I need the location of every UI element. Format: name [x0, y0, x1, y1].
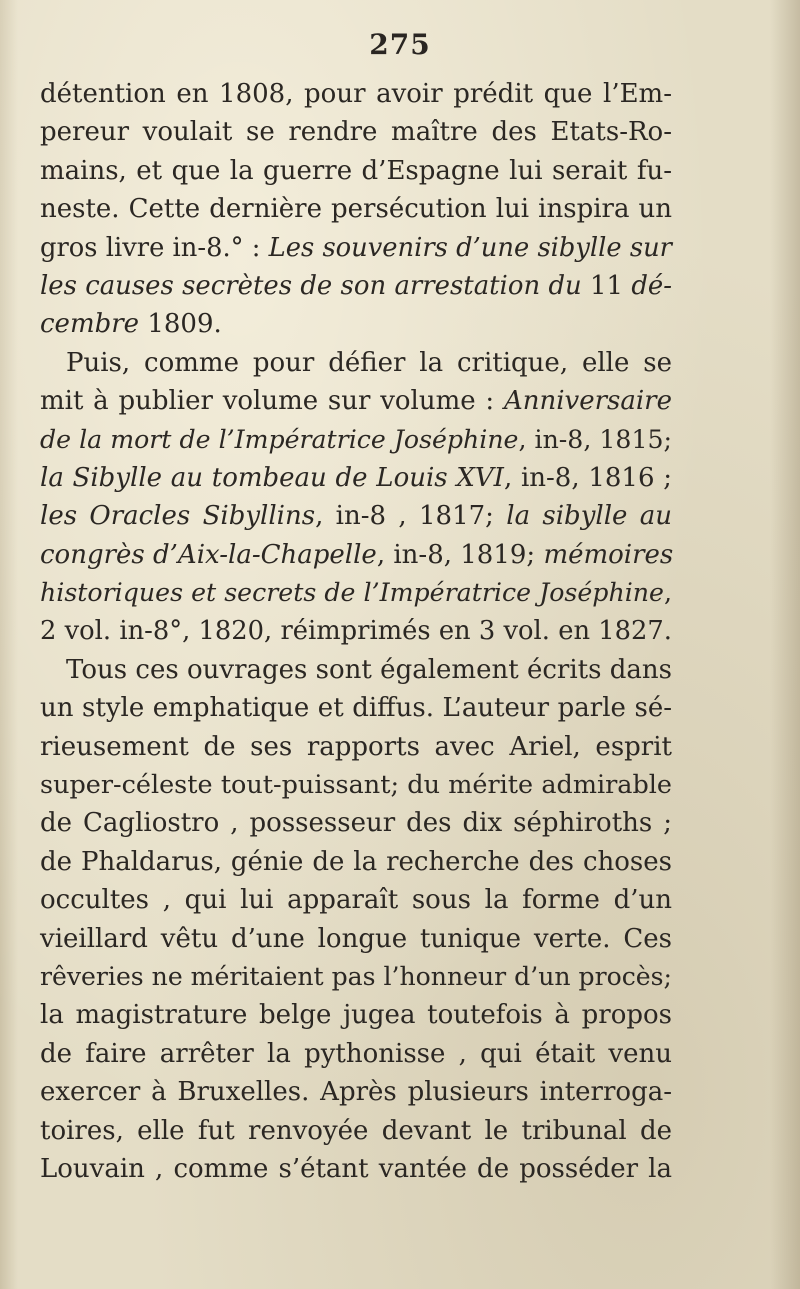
text-segment: occultes , qui lui apparaît sous la forme d’un	[40, 885, 672, 916]
text-segment: pereur voulait se rendre maître des Etats-Ro-	[40, 117, 672, 148]
text-segment: , in-8, 1819;	[376, 539, 544, 570]
text-segment: mit à publier volume sur volume :	[40, 386, 504, 417]
text-line	[40, 958, 672, 996]
text-segment: la magistrature belge jugea toutefois à propos	[40, 1000, 672, 1031]
text-segment: , in-8 , 1817;	[315, 501, 507, 532]
text-line	[40, 651, 672, 689]
text-line	[40, 75, 672, 113]
text-line	[40, 574, 672, 612]
body-text	[40, 75, 672, 1188]
text-segment: super-céleste tout-puissant; du mérite admirable	[40, 770, 672, 801]
text-line	[40, 996, 672, 1034]
text-segment: vieillard vêtu d’une longue tunique verte. Ces	[40, 923, 672, 954]
italic-text-segment: les Oracles Sibyllins	[40, 501, 316, 532]
text-segment: neste. Cette dernière persécution lui inspira un	[40, 194, 672, 225]
italic-text-segment: la Sibylle au tombeau de Louis XVI	[40, 462, 504, 493]
text-segment: toires, elle fut renvoyée devant le tribunal de	[40, 1115, 672, 1146]
text-line	[40, 843, 672, 881]
text-line	[40, 305, 672, 343]
text-segment: , in-8, 1816 ;	[503, 462, 673, 493]
text-segment: , in-8, 1815;	[518, 424, 672, 454]
text-line	[40, 920, 672, 958]
text-segment: 11	[590, 270, 632, 301]
italic-text-segment: les causes secrètes de son arrestation du	[40, 270, 591, 301]
text-segment: de Cagliostro , possesseur des dix séphiroths ;	[40, 808, 672, 839]
text-line	[40, 344, 672, 382]
text-line	[40, 1150, 672, 1188]
text-segment: rêveries ne méritaient pas l’honneur d’un procès;	[40, 961, 672, 991]
italic-text-segment: de la mort de l’Impératrice Joséphine	[40, 424, 519, 454]
text-line	[40, 1112, 672, 1150]
text-segment: un style emphatique et diffus. L’auteur parle sé-	[40, 693, 672, 724]
italic-text-segment: mémoires	[543, 539, 674, 570]
italic-text-segment: cembre	[40, 309, 148, 340]
text-line	[40, 497, 672, 535]
text-segment: rieusement de ses rapports avec Ariel, esprit	[40, 731, 672, 762]
text-line	[40, 766, 672, 804]
text-line	[40, 459, 672, 497]
text-line	[40, 113, 672, 151]
text-segment: 1809.	[147, 309, 222, 340]
italic-text-segment: historiques et secrets de l’Impératrice Joséphine	[40, 578, 664, 608]
italic-text-segment: Anniversaire	[503, 386, 672, 417]
text-segment: détention en 1808, pour avoir prédit que l’Em-	[40, 79, 672, 109]
text-line	[40, 1073, 672, 1111]
text-line	[40, 881, 672, 919]
italic-text-segment: congrès d’Aix-la-Chapelle	[40, 539, 377, 570]
text-segment: 2 vol. in-8°, 1820, réimprimés en 3 vol. en 1827.	[40, 616, 672, 647]
text-segment: de Phaldarus, génie de la recherche des choses	[40, 846, 672, 877]
text-segment: Puis, comme pour défier la critique, elle se	[66, 347, 672, 378]
text-segment: Louvain , comme s’étant vantée de posséder la	[40, 1153, 672, 1184]
text-line	[40, 421, 672, 459]
text-line	[40, 382, 672, 420]
text-line	[40, 728, 672, 766]
page-number: 275	[369, 28, 431, 61]
text-line	[40, 536, 672, 574]
text-segment: de faire arrêter la pythonisse , qui était venu	[40, 1038, 672, 1069]
text-line	[40, 267, 672, 305]
italic-text-segment: dé-	[631, 270, 673, 301]
text-line	[40, 612, 672, 650]
italic-text-segment: la sibylle au	[506, 501, 672, 532]
text-segment: gros livre in-8.° :	[40, 232, 269, 263]
text-line	[40, 689, 672, 727]
text-line	[40, 190, 672, 228]
text-segment: exercer à Bruxelles. Après plusieurs interroga-	[40, 1077, 672, 1108]
text-line	[40, 229, 672, 267]
text-line	[40, 1035, 672, 1073]
text-segment: Tous ces ouvrages sont également écrits dans	[66, 654, 672, 685]
text-line	[40, 152, 672, 190]
text-segment: mains, et que la guerre d’Espagne lui serait fu-	[40, 155, 672, 186]
text-line	[40, 804, 672, 842]
text-segment: ,	[663, 578, 672, 608]
italic-text-segment: Les souvenirs d’une sibylle sur	[268, 232, 672, 263]
